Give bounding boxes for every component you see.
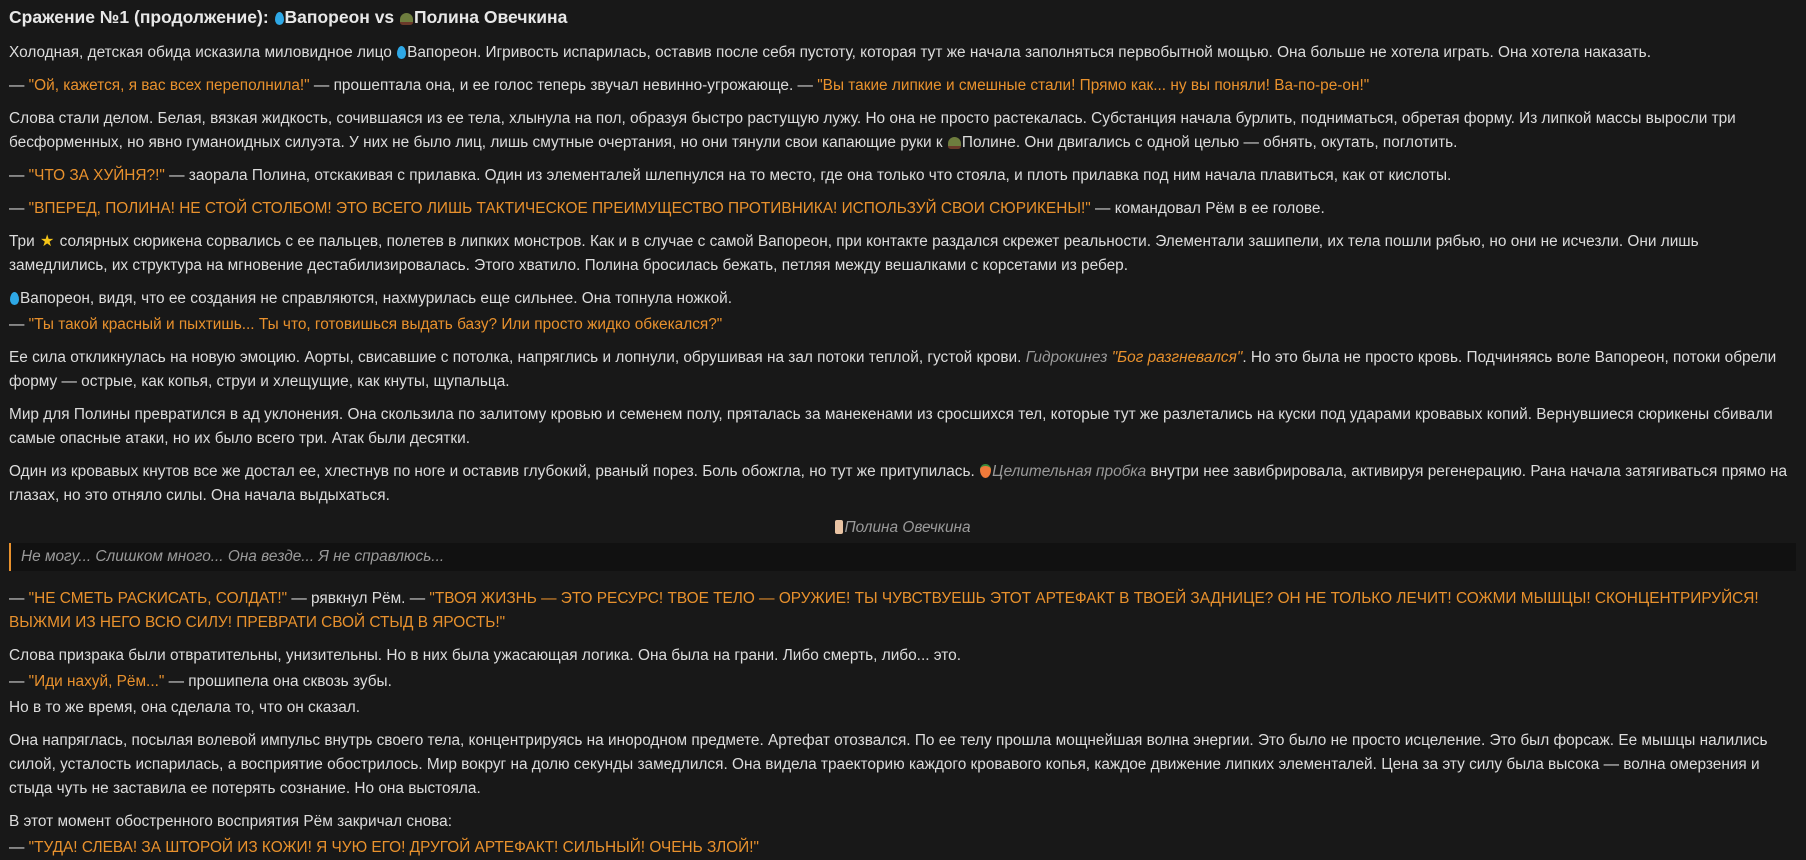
ability-name: "Бог разгневался" bbox=[1111, 349, 1243, 366]
title-text: Сражение №1 (продолжение): bbox=[9, 7, 274, 27]
narration-text: Один из кровавых кнутов все же достал ее, хлестнув по ноге и оставив глубокий, рваный порез. Боль обожгла, но тут же притупилась. bbox=[9, 463, 980, 480]
story-content bbox=[9, 41, 1796, 860]
narration-text: Она напряглась, посылая волевой импульс внутрь своего тела, концентрируясь на инородном предмете. Артефат отозвался. По ее телу прошла мощнейшая волна энергии. Это было не просто исцеление. Это был форсаж. Ее мышцы налились силой, усталость испарилась, а восприятие обострилось. Мир вокруг на долю секунды замедлился. Она видела траекторию каждого кровавого копья, каждое движение липких элементалей. Цена за эту силу была высока — волна омерзения и стыда чуть не заставила ее потерять сознание. Но она выстояла. bbox=[9, 732, 1768, 797]
paragraph bbox=[9, 74, 1796, 98]
narration-text: — bbox=[9, 167, 29, 184]
paragraph bbox=[9, 644, 1796, 668]
title-text: Полина Овечкина bbox=[414, 7, 568, 27]
italic-text: Гидрокинез bbox=[1025, 349, 1112, 366]
narration-text: — bbox=[9, 77, 29, 94]
paragraph bbox=[9, 403, 1796, 451]
dialogue-quote: "Ой, кажется, я вас всех переполнила!" bbox=[28, 77, 310, 94]
italic-text: Целительная пробка bbox=[992, 463, 1147, 480]
dialogue-quote: "Вы такие липкие и смешные стали! Прямо как... ну вы поняли! Ва-по-ре-он!" bbox=[817, 77, 1370, 94]
italic-text: Не могу... Слишком много... Она везде... Я не справлюсь... bbox=[21, 548, 445, 565]
narration-text: . Но это была не просто кровь. Подчиняясь воле Вапореон, потоки обрели форму — острые, как копья, струи и хлещущие, как кнуты, щупальца. bbox=[9, 349, 1777, 390]
narration-text: Полине. Они двигались с одной целью — обнять, окутать, поглотить. bbox=[961, 134, 1458, 151]
narration-text: В этот момент обостренного восприятия Рём закричал снова: bbox=[9, 813, 453, 830]
narration-text: Вапореон. Игривость испарилась, оставив после себя пустоту, которая тут же начала заполняться первобытной мощью. Она больше не хотела играть. Она хотела наказать. bbox=[407, 44, 1651, 61]
title-text: Вапореон vs bbox=[284, 7, 400, 27]
narration-text: — прошипела она сквозь зубы. bbox=[164, 673, 392, 690]
italic-text: Полина Овечкина bbox=[844, 519, 971, 536]
dialogue-quote: "ЧТО ЗА ХУЙНЯ?!" bbox=[28, 167, 165, 184]
page-title bbox=[9, 6, 1796, 28]
peach-icon bbox=[980, 464, 991, 478]
dialogue-quote: "Иди нахуй, Рём..." bbox=[28, 673, 165, 690]
narration-text: — заорала Полина, отскакивая с прилавка. Один из элементалей шлепнулся на то место, где она только что стояла, и плоть прилавка под ним начала плавиться, как от кислоты. bbox=[164, 167, 1452, 184]
narration-text: — прошептала она, и ее голос теперь звучал невинно-угрожающе. — bbox=[309, 77, 818, 94]
thought-block bbox=[9, 543, 1796, 571]
paragraph bbox=[9, 313, 1796, 337]
paragraph bbox=[9, 107, 1796, 155]
paragraph bbox=[9, 41, 1796, 65]
narration-text: — bbox=[9, 673, 29, 690]
paragraph bbox=[9, 696, 1796, 720]
narration-text: Три bbox=[9, 233, 39, 250]
narration-text: Мир для Полины превратился в ад уклонения. Она скользила по залитому кровью и семенем полу, пряталась за манекенами из сросшихся тел, которые тут же разлетались на куски под ударами кровавых копий. Вернувшиеся сюрикены сбивали самые опасные атаки, но их было всего три. Атак были десятки. bbox=[9, 406, 1773, 447]
helmet-icon bbox=[400, 13, 413, 25]
narration-text: Слова призрака были отвратительны, унизительны. Но в них была ужасающая логика. Она была на грани. Либо смерть, либо... это. bbox=[9, 647, 962, 664]
narration-text: Вапореон, видя, что ее создания не справляются, нахмурилась еще сильнее. Она топнула ножкой. bbox=[20, 290, 733, 307]
water-drop-icon bbox=[397, 46, 406, 59]
narration-text: — bbox=[9, 839, 29, 856]
dialogue-quote: "ТВОЯ ЖИЗНЬ — ЭТО РЕСУРС! ТВОЕ ТЕЛО — ОРУЖИЕ! ТЫ ЧУВСТВУЕШЬ ЭТОТ АРТЕФАКТ В ТВОЕЙ ЗАДНИЦЕ? ОН НЕ ТОЛЬКО ЛЕЧИТ! СОЖМИ МЫШЦЫ! СКОНЦЕНТРИРУЙСЯ! ВЫЖМИ ИЗ НЕГО ВСЮ СИЛУ! ПРЕВРАТИ СВОЙ СТЫД В ЯРОСТЬ!" bbox=[9, 590, 1759, 631]
narration-text: солярных сюрикена сорвались с ее пальцев, полетев в липких монстров. Как и в случае с самой Вапореон, при контакте раздался скрежет реальности. Элементали зашипели, их тела пошли рябью, но они не исчезли. Они лишь замедлились, их структура на мгновение дестабилизировалась. Этого хватило. Полина бросилась бежать, петляя между вешалками с корсетами из ребер. bbox=[9, 233, 1699, 274]
narration-text: Слова стали делом. Белая, вязкая жидкость, сочившаяся из ее тела, хлынула на пол, образуя быстро растущую лужу. Но она не просто растекалась. Субстанция начала бурлить, подниматься, обретая форму. Из липкой массы выросли три бесформенных, но явно гуманоидных силуэта. У них не было лиц, лишь смутные очертания, но они тянули свои капающие руки к bbox=[9, 110, 1736, 151]
paragraph bbox=[9, 230, 1796, 278]
narration-text: Ее сила откликнулась на новую эмоцию. Аорты, свисавшие с потолка, напряглись и лопнули, обрушивая на зал потоки теплой, густой крови. bbox=[9, 349, 1026, 366]
dialogue-quote: "Ты такой красный и пыхтишь... Ты что, готовишься выдать базу? Или просто жидко обкекался?" bbox=[28, 316, 723, 333]
scroll-icon bbox=[835, 520, 843, 534]
helmet-icon bbox=[948, 137, 961, 149]
paragraph bbox=[9, 729, 1796, 801]
water-drop-icon bbox=[275, 12, 284, 25]
narration-text: — рявкнул Рём. — bbox=[287, 590, 430, 607]
paragraph bbox=[9, 197, 1796, 221]
paragraph bbox=[9, 287, 1796, 311]
paragraph bbox=[9, 587, 1796, 635]
narration-text: Но в то же время, она сделала то, что он сказал. bbox=[9, 699, 361, 716]
paragraph bbox=[9, 836, 1796, 860]
narration-text: — bbox=[9, 316, 29, 333]
paragraph bbox=[9, 460, 1796, 508]
dialogue-quote: "НЕ СМЕТЬ РАСКИСАТЬ, СОЛДАТ!" bbox=[28, 590, 288, 607]
dialogue-quote: "ВПЕРЕД, ПОЛИНА! НЕ СТОЙ СТОЛБОМ! ЭТО ВСЕГО ЛИШЬ ТАКТИЧЕСКОЕ ПРЕИМУЩЕСТВО ПРОТИВНИКА! ИСПОЛЬЗУЙ СВОИ СЮРИКЕНЫ!" bbox=[28, 200, 1091, 217]
paragraph bbox=[9, 670, 1796, 694]
paragraph bbox=[9, 346, 1796, 394]
star-icon: ★ bbox=[39, 233, 55, 250]
speaker-label bbox=[9, 517, 1796, 539]
dialogue-quote: "ТУДА! СЛЕВА! ЗА ШТОРОЙ ИЗ КОЖИ! Я ЧУЮ ЕГО! ДРУГОЙ АРТЕФАКТ! СИЛЬНЫЙ! ОЧЕНЬ ЗЛОЙ!" bbox=[28, 839, 759, 856]
water-drop-icon bbox=[10, 292, 19, 305]
narration-text: — командовал Рём в ее голове. bbox=[1090, 200, 1325, 217]
narration-text: внутри нее завибрировала, активируя регенерацию. Рана начала затягиваться прямо на глазах, но это отняло силы. Она начала выдыхаться. bbox=[9, 463, 1788, 504]
narration-text: — bbox=[9, 590, 29, 607]
paragraph bbox=[9, 810, 1796, 834]
narration-text: Холодная, детская обида исказила миловидное лицо bbox=[9, 44, 397, 61]
paragraph bbox=[9, 164, 1796, 188]
narration-text: — bbox=[9, 200, 29, 217]
